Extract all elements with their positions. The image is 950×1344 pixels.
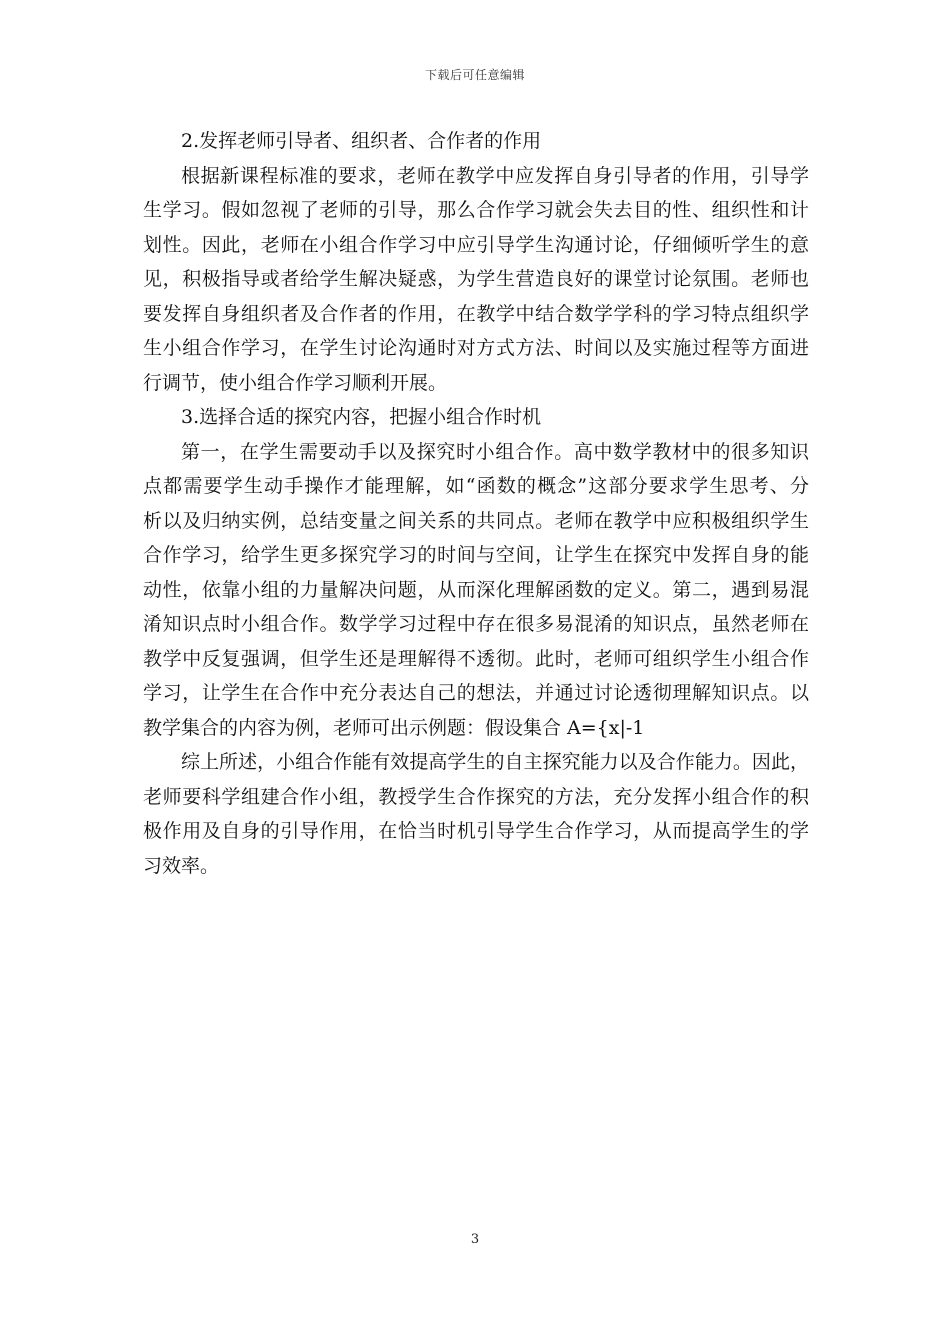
paragraph-line: 要发挥自身组织者及合作者的作用，在教学中结合数学学科的学习特点组织学: [143, 302, 809, 325]
paragraph-line: 综上所述，小组合作能有效提高学生的自主探究能力以及合作能力。因此，: [181, 751, 809, 773]
paragraph-line: 第一，在学生需要动手以及探究时小组合作。高中数学教材中的很多知识: [181, 440, 809, 463]
paragraph-line: 析以及归纳实例，总结变量之间关系的共同点。老师在教学中应积极组织学生: [143, 509, 809, 532]
section-heading-2: 2.发挥老师引导者、组织者、合作者的作用: [181, 130, 542, 152]
paragraph-line: 教学中反复强调，但学生还是理解得不透彻。此时，老师可组织学生小组合作: [143, 647, 809, 670]
page-number: 3: [470, 1232, 480, 1247]
paragraph-line: 生小组合作学习，在学生讨论沟通时对方式方法、时间以及实施过程等方面进: [143, 337, 809, 359]
paragraph-line: 划性。因此，老师在小组合作学习中应引导学生沟通讨论，仔细倾听学生的意: [143, 233, 809, 256]
paragraph-line: 极作用及自身的引导作用，在恰当时机引导学生合作学习，从而提高学生的学: [143, 820, 809, 842]
paragraph-line: 行调节，使小组合作学习顺利开展。: [143, 371, 448, 394]
document-body: [143, 124, 809, 883]
paragraph-conclusion: [143, 745, 809, 883]
paragraph-line: 点都需要学生动手操作才能理解，如“函数的概念”这部分要求学生思考、分: [143, 475, 809, 497]
paragraph-line: 淆知识点时小组合作。数学学习过程中存在很多易混淆的知识点，虽然老师在: [143, 613, 809, 635]
paragraph-line: 习效率。: [143, 854, 220, 877]
paragraph-line: 合作学习，给学生更多探究学习的时间与空间，让学生在探究中发挥自身的能: [143, 544, 809, 566]
paragraph-line: 教学集合的内容为例，老师可出示例题：假设集合 A={x|-1: [143, 716, 645, 739]
paragraph-line: 学习，让学生在合作中充分表达自己的想法，并通过讨论透彻理解知识点。以: [143, 682, 809, 704]
paragraph-line: 动性，依靠小组的力量解决问题，从而深化理解函数的定义。第二，遇到易混: [143, 578, 809, 601]
paragraph-line: 老师要科学组建合作小组，教授学生合作探究的方法，充分发挥小组合作的积: [143, 785, 809, 808]
paragraph-cooperation-timing: [143, 435, 809, 746]
paragraph-line: 生学习。假如忽视了老师的引导，那么合作学习就会失去目的性、组织性和计: [143, 199, 809, 221]
paragraph-line: 根据新课程标准的要求，老师在教学中应发挥自身引导者的作用，引导学: [181, 164, 809, 187]
paragraph-line: 见，积极指导或者给学生解决疑惑，为学生营造良好的课堂讨论氛围。老师也: [143, 268, 809, 290]
paragraph-teacher-role: [143, 159, 809, 401]
section-heading-3: 3.选择合适的探究内容，把握小组合作时机: [181, 406, 542, 428]
page-header: 下载后可任意编辑: [424, 68, 525, 82]
